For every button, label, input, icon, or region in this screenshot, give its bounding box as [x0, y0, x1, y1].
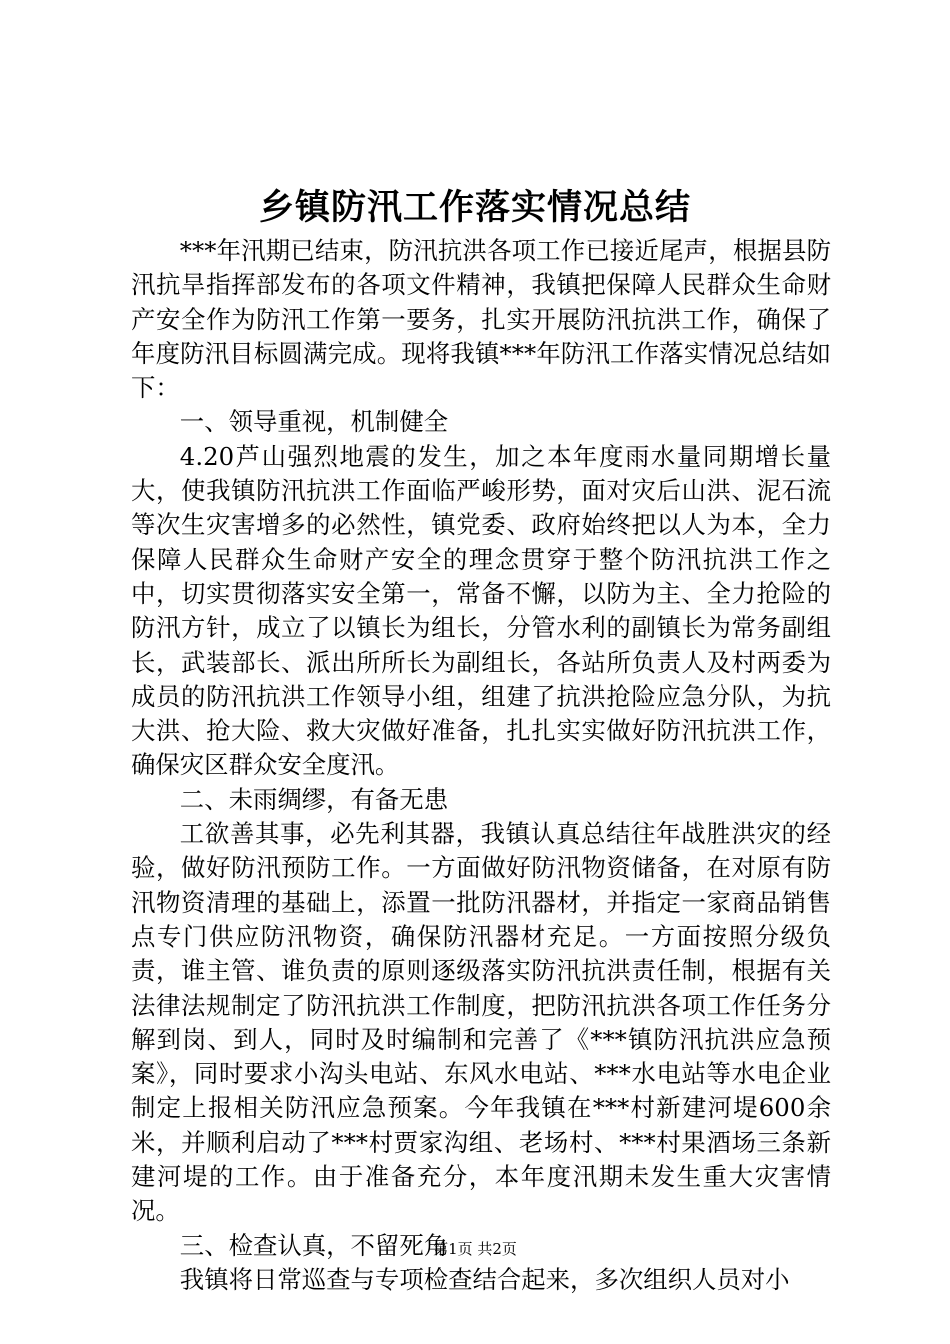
section-heading-2: 二、未雨绸缪，有备无患 [179, 784, 449, 814]
paragraph-intro: ***年汛期已结束，防汛抗洪各项工作已接近尾声，根据县防汛抗旱指挥部发布的各项文件精神，我镇把保障人民群众生命财产安全作为防汛工作第一要务，扎实开展防汛抗洪工作，确保了年度防汛目标圆满完成。现将我镇***年防汛工作落实情况总结如下： [131, 236, 831, 403]
paragraph-section-1: 4.20芦山强烈地震的发生，加之本年度雨水量同期增长量大，使我镇防汛抗洪工作面临严峻形势，面对灾后山洪、泥石流等次生灾害增多的必然性，镇党委、政府始终把以人为本，全力保障人民群众生命财产安全的理念贯穿于整个防汛抗洪工作之中，切实贯彻落实安全第一，常备不懈，以防为主、全力抢险的防汛方针，成立了以镇长为组长，分管水利的副镇长为常务副组长，武装部长、派出所所长为副组长，各站所负责人及村两委为成员的防汛抗洪工作领导小组，组建了抗洪抢险应急分队，为抗大洪、抢大险、救大灾做好准备，扎扎实实做好防汛抗洪工作，确保灾区群众安全度汛。 [131, 441, 831, 780]
paragraph-section-2: 工欲善其事，必先利其器，我镇认真总结往年战胜洪灾的经验，做好防汛预防工作。一方面做好防汛物资储备，在对原有防汛物资清理的基础上，添置一批防汛器材，并指定一家商品销售点专门供应防汛物资，确保防汛器材充足。一方面按照分级负责，谁主管、谁负责的原则逐级落实防汛抗洪责任制，根据有关法律法规制定了防汛抗洪工作制度，把防汛抗洪各项工作任务分解到岗、到人，同时及时编制和完善了《***镇防汛抗洪应急预案》，同时要求小沟头电站、东风水电站、***水电站等水电企业制定上报相关防汛应急预案。今年我镇在***村新建河堤600余米，并顺利启动了***村贾家沟组、老场村、***村果酒场三条新建河堤的工作。由于准备充分，本年度汛期未发生重大灾害情况。 [131, 819, 831, 1226]
section-heading-1: 一、领导重视，机制健全 [179, 407, 449, 437]
document-body [131, 234, 831, 1297]
section-heading-3: 三、检查认真，不留死角 [179, 1230, 449, 1260]
document-title: 乡镇防汛工作落实情况总结 [258, 187, 691, 228]
page-footer: 第1页 共2页 [433, 1240, 517, 1258]
paragraph-section-3: 我镇将日常巡查与专项检查结合起来，多次组织人员对小 [179, 1264, 790, 1294]
